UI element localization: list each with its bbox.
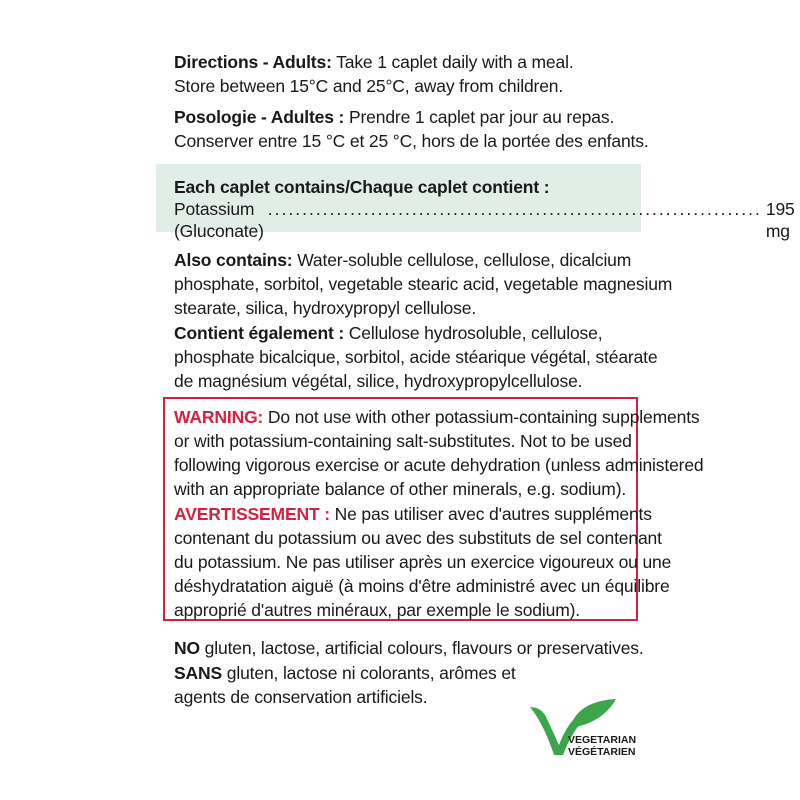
warning-en-line-1: WARNING: Do not use with other potassium-containing supplements xyxy=(174,407,700,427)
vegetarian-label-fr: VÉGÉTARIEN xyxy=(568,746,636,758)
also-contains-en-line-1: Also contains: Water-soluble cellulose, cellulose, dicalcium xyxy=(174,250,632,270)
warning-fr-line-5: approprié d'autres minéraux, par exemple le sodium). xyxy=(174,600,581,620)
also-contains-fr-line-2: phosphate bicalcique, sorbitol, acide stéarique végétal, stéarate xyxy=(174,347,658,367)
also-contains-en-line-3: stearate, silica, hydroxypropyl cellulose. xyxy=(174,298,477,318)
free-from-en-label: NO xyxy=(174,638,200,658)
also-contains-fr-line-3: de magnésium végétal, silice, hydroxypropylcellulose. xyxy=(174,371,583,391)
directions-fr-line-1: Posologie - Adultes : Prendre 1 caplet par jour au repas. xyxy=(174,107,615,127)
composition-header: Each caplet contains/Chaque caplet contient : xyxy=(174,177,550,197)
directions-fr-line-2: Conserver entre 15 °C et 25 °C, hors de la portée des enfants. xyxy=(174,131,649,151)
directions-en-label: Directions - Adults: xyxy=(174,52,332,72)
free-from-en: NO gluten, lactose, artificial colours, flavours or preservatives. xyxy=(174,638,644,658)
ingredient-amount: 195 mg xyxy=(765,199,795,241)
free-from-fr-line-2: agents de conservation artificiels. xyxy=(174,687,428,707)
composition-panel xyxy=(156,164,795,241)
composition-row xyxy=(174,198,795,242)
warning-en-line-2: or with potassium-containing salt-substitutes. Not to be used xyxy=(174,431,632,451)
also-contains-fr-line-1: Contient également : Cellulose hydrosoluble, cellulose, xyxy=(174,323,603,343)
directions-en-line-2: Store between 15°C and 25°C, away from children. xyxy=(174,76,564,96)
also-contains-en-line-2: phosphate, sorbitol, vegetable stearic acid, vegetable magnesium xyxy=(174,274,673,294)
also-contains-en-label: Also contains: xyxy=(174,250,293,270)
directions-fr-label: Posologie - Adultes : xyxy=(174,107,345,127)
warning-fr-line-2: contenant du potassium ou avec des substituts de sel contenant xyxy=(174,528,662,548)
free-from-fr-label: SANS xyxy=(174,663,223,683)
leader-dots: ........................................................................ xyxy=(267,199,762,219)
warning-en-label: WARNING: xyxy=(174,407,264,427)
warning-fr-label: AVERTISSEMENT : xyxy=(174,504,330,524)
ingredient-name: Potassium (Gluconate) xyxy=(174,199,264,241)
warning-en-line-4: with an appropriate balance of other minerals, e.g. sodium). xyxy=(174,479,627,499)
warning-fr-line-4: déshydratation aiguë (à moins d'être administré avec un équilibre xyxy=(174,576,670,596)
vegetarian-label-en: VEGETARIAN xyxy=(568,734,637,746)
leaf-icon xyxy=(572,699,616,727)
vegetarian-logo xyxy=(528,697,648,759)
also-contains-fr-label: Contient également : xyxy=(174,323,345,343)
warning-fr-line-1: AVERTISSEMENT : Ne pas utiliser avec d'autres suppléments xyxy=(174,504,652,524)
warning-en-line-3: following vigorous exercise or acute dehydration (unless administered xyxy=(174,455,704,475)
warning-fr-line-3: du potassium. Ne pas utiliser après un exercice vigoureux ou une xyxy=(174,552,672,572)
directions-en-line-1: Directions - Adults: Take 1 caplet daily with a meal. xyxy=(174,52,574,72)
free-from-fr-line-1: SANS gluten, lactose ni colorants, arômes et xyxy=(174,663,516,683)
